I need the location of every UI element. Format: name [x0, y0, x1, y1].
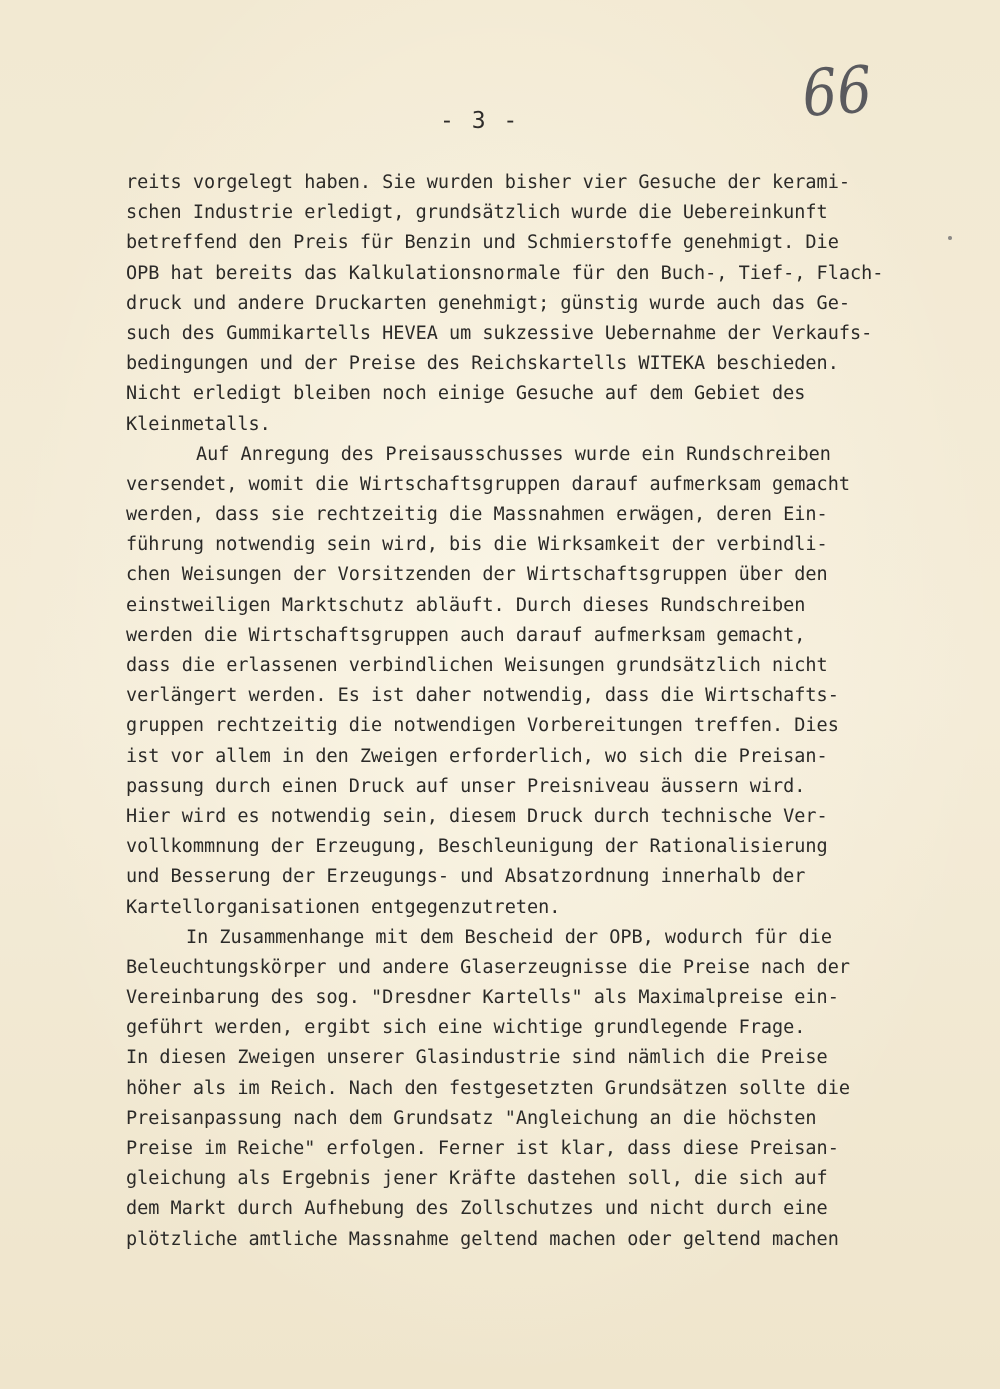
- text-line: Beleuchtungskörper und andere Glaserzeugnisse die Preise nach der: [126, 956, 850, 978]
- text-line: werden die Wirtschaftsgruppen auch darauf aufmerksam gemacht,: [126, 624, 806, 646]
- text-line: Preisanpassung nach dem Grundsatz "Angleichung an die höchsten: [126, 1107, 817, 1129]
- text-line: OPB hat bereits das Kalkulationsnormale für den Buch-, Tief-, Flach-: [126, 262, 884, 284]
- page-number: - 3 -: [440, 108, 520, 134]
- text-line: betreffend den Preis für Benzin und Schmierstoffe genehmigt. Die: [126, 232, 839, 254]
- text-line: ist vor allem in den Zweigen erforderlich, wo sich die Preisan-: [126, 745, 828, 767]
- text-line: plötzliche amtliche Massnahme geltend machen oder geltend machen: [126, 1228, 839, 1250]
- text-line: Preise im Reiche" erfolgen. Ferner ist klar, dass diese Preisan-: [126, 1138, 839, 1159]
- text-line: versendet, womit die Wirtschaftsgruppen darauf aufmerksam gemacht: [126, 473, 850, 495]
- text-line: dem Markt durch Aufhebung des Zollschutzes und nicht durch eine: [126, 1198, 828, 1220]
- text-line: werden, dass sie rechtzeitig die Massnahmen erwägen, deren Ein-: [126, 504, 828, 526]
- text-line: reits vorgelegt haben. Sie wurden bisher vier Gesuche der kerami-: [126, 172, 850, 193]
- text-line: höher als im Reich. Nach den festgesetzten Grundsätzen sollte die: [126, 1077, 850, 1099]
- text-line: passung durch einen Druck auf unser Preisniveau äussern wird.: [126, 775, 806, 797]
- text-line: such des Gummikartells HEVEA um sukzessive Uebernahme der Verkaufs-: [126, 322, 873, 344]
- text-line: verlängert werden. Es ist daher notwendig, dass die Wirtschafts-: [126, 685, 839, 707]
- text-line: chen Weisungen der Vorsitzenden der Wirtschaftsgruppen über den: [126, 564, 828, 586]
- paragraph-start-line: In Zusammenhange mit dem Bescheid der OPB, wodurch für die: [186, 926, 833, 948]
- text-line: dass die erlassenen verbindlichen Weisungen grundsätzlich nicht: [126, 655, 828, 676]
- text-line: Hier wird es notwendig sein, diesem Druck durch technische Ver-: [126, 805, 828, 827]
- text-line: und Besserung der Erzeugungs- und Absatzordnung innerhalb der: [126, 866, 806, 888]
- text-line: einstweiligen Marktschutz abläuft. Durch dieses Rundschreiben: [126, 594, 806, 616]
- text-line: Nicht erledigt bleiben noch einige Gesuche auf dem Gebiet des: [126, 383, 806, 405]
- text-line: Vereinbarung des sog. "Dresdner Kartells" als Maximalpreise ein-: [126, 987, 839, 1009]
- text-line: geführt werden, ergibt sich eine wichtige grundlegende Frage.: [126, 1017, 806, 1039]
- typewritten-body: [126, 168, 946, 1255]
- text-line: gleichung als Ergebnis jener Kräfte dastehen soll, die sich auf: [126, 1168, 828, 1190]
- text-line: vollkommnung der Erzeugung, Beschleunigung der Rationalisierung: [126, 836, 828, 858]
- text-line: gruppen rechtzeitig die notwendigen Vorbereitungen treffen. Dies: [126, 715, 839, 737]
- paragraph-start-line: Auf Anregung des Preisausschusses wurde ein Rundschreiben: [196, 443, 831, 465]
- text-line: bedingungen und der Preise des Reichskartells WITEKA beschieden.: [126, 353, 839, 375]
- text-line: Kartellorganisationen entgegenzutreten.: [126, 896, 561, 918]
- margin-mark: [948, 236, 952, 240]
- text-line: schen Industrie erledigt, grundsätzlich wurde die Uebereinkunft: [126, 202, 828, 224]
- text-line: Kleinmetalls.: [126, 413, 271, 435]
- text-line: führung notwendig sein wird, bis die Wirksamkeit der verbindli-: [126, 534, 828, 556]
- handwritten-archive-number: 66: [800, 53, 875, 132]
- text-line: druck und andere Druckarten genehmigt; günstig wurde auch das Ge-: [126, 292, 850, 314]
- text-line: In diesen Zweigen unserer Glasindustrie sind nämlich die Preise: [126, 1047, 828, 1069]
